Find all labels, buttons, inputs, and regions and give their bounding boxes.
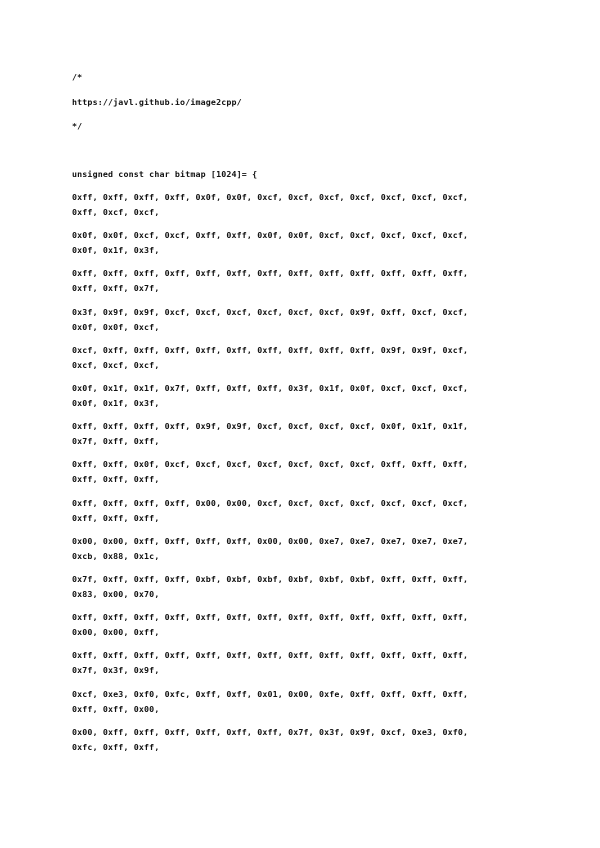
- hex-row-line: 0xff, 0xff, 0x0f, 0xcf, 0xcf, 0xcf, 0xcf, 0xcf, 0xcf, 0xcf, 0xff, 0xff, 0xff,: [72, 459, 469, 470]
- hex-row-line: 0xff, 0xcf, 0xcf,: [72, 207, 160, 217]
- hex-row-line: 0x0f, 0x1f, 0x3f,: [72, 398, 160, 408]
- hex-row-line: 0xff, 0xff, 0xff, 0xff, 0x00, 0x00, 0xcf, 0xcf, 0xcf, 0xcf, 0xcf, 0xcf, 0xcf,: [72, 497, 469, 508]
- hex-row-line: 0x00, 0x00, 0xff,: [72, 627, 160, 638]
- hex-row-line: 0x0f, 0x1f, 0x1f, 0x7f, 0xff, 0xff, 0xff, 0x3f, 0x1f, 0x0f, 0xcf, 0xcf, 0xcf,: [72, 383, 469, 393]
- source-url: https://javl.github.io/image2cpp/: [72, 97, 242, 107]
- hex-row-line: 0xcf, 0xcf, 0xcf,: [72, 359, 160, 370]
- hex-row-line: 0xcb, 0x88, 0x1c,: [72, 550, 160, 561]
- hex-row-line: 0x83, 0x00, 0x70,: [72, 589, 160, 599]
- hex-row-line: 0xff, 0xff, 0x00,: [72, 703, 160, 714]
- hex-row-line: 0x0f, 0x0f, 0xcf, 0xcf, 0xff, 0xff, 0x0f, 0x0f, 0xcf, 0xcf, 0xcf, 0xcf, 0xcf,: [72, 230, 469, 241]
- hex-row-line: 0x7f, 0xff, 0xff,: [72, 436, 160, 447]
- hex-row-line: 0x7f, 0xff, 0xff, 0xff, 0xbf, 0xbf, 0xbf, 0xbf, 0xbf, 0xbf, 0xff, 0xff, 0xff,: [72, 574, 469, 584]
- hex-row-line: 0xff, 0xff, 0xff, 0xff, 0xff, 0xff, 0xff, 0xff, 0xff, 0xff, 0xff, 0xff, 0xff,: [72, 650, 469, 661]
- hex-row-line: 0xff, 0xff, 0xff,: [72, 512, 160, 523]
- hex-row-line: 0xff, 0xff, 0xff, 0xff, 0xff, 0xff, 0xff, 0xff, 0xff, 0xff, 0xff, 0xff, 0xff,: [72, 612, 469, 623]
- hex-row-line: 0xcf, 0xff, 0xff, 0xff, 0xff, 0xff, 0xff, 0xff, 0xff, 0xff, 0x9f, 0x9f, 0xcf,: [72, 344, 469, 355]
- hex-row-line: 0x00, 0x00, 0xff, 0xff, 0xff, 0xff, 0x00, 0x00, 0xe7, 0xe7, 0xe7, 0xe7, 0xe7,: [72, 535, 469, 546]
- hex-row-line: 0x3f, 0x9f, 0x9f, 0xcf, 0xcf, 0xcf, 0xcf, 0xcf, 0xcf, 0x9f, 0xff, 0xcf, 0xcf,: [72, 306, 469, 317]
- hex-row-line: 0xff, 0xff, 0xff, 0xff, 0xff, 0xff, 0xff, 0xff, 0xff, 0xff, 0xff, 0xff, 0xff,: [72, 268, 469, 279]
- hex-row-line: 0xff, 0xff, 0xff, 0xff, 0x9f, 0x9f, 0xcf, 0xcf, 0xcf, 0xcf, 0x0f, 0x1f, 0x1f,: [72, 421, 469, 432]
- hex-row-line: 0xcf, 0xe3, 0xf0, 0xfc, 0xff, 0xff, 0x01, 0x00, 0xfe, 0xff, 0xff, 0xff, 0xff,: [72, 688, 469, 699]
- hex-row-line: 0x7f, 0x3f, 0x9f,: [72, 665, 160, 676]
- hex-row-line: 0xff, 0xff, 0xff,: [72, 474, 160, 485]
- comment-open: /*: [72, 72, 83, 82]
- hex-row-line: 0x00, 0xff, 0xff, 0xff, 0xff, 0xff, 0xff, 0x7f, 0x3f, 0x9f, 0xcf, 0xe3, 0xf0,: [72, 726, 469, 737]
- hex-row-line: 0xff, 0xff, 0x7f,: [72, 283, 160, 294]
- hex-row-line: 0xff, 0xff, 0xff, 0xff, 0x0f, 0x0f, 0xcf, 0xcf, 0xcf, 0xcf, 0xcf, 0xcf, 0xcf,: [72, 192, 469, 202]
- array-declaration: unsigned const char bitmap [1024]= {: [72, 169, 258, 179]
- hex-row-line: 0x0f, 0x0f, 0xcf,: [72, 321, 160, 332]
- hex-row-line: 0xfc, 0xff, 0xff,: [72, 741, 160, 752]
- hex-row-line: 0x0f, 0x1f, 0x3f,: [72, 245, 160, 256]
- comment-close: */: [72, 121, 83, 131]
